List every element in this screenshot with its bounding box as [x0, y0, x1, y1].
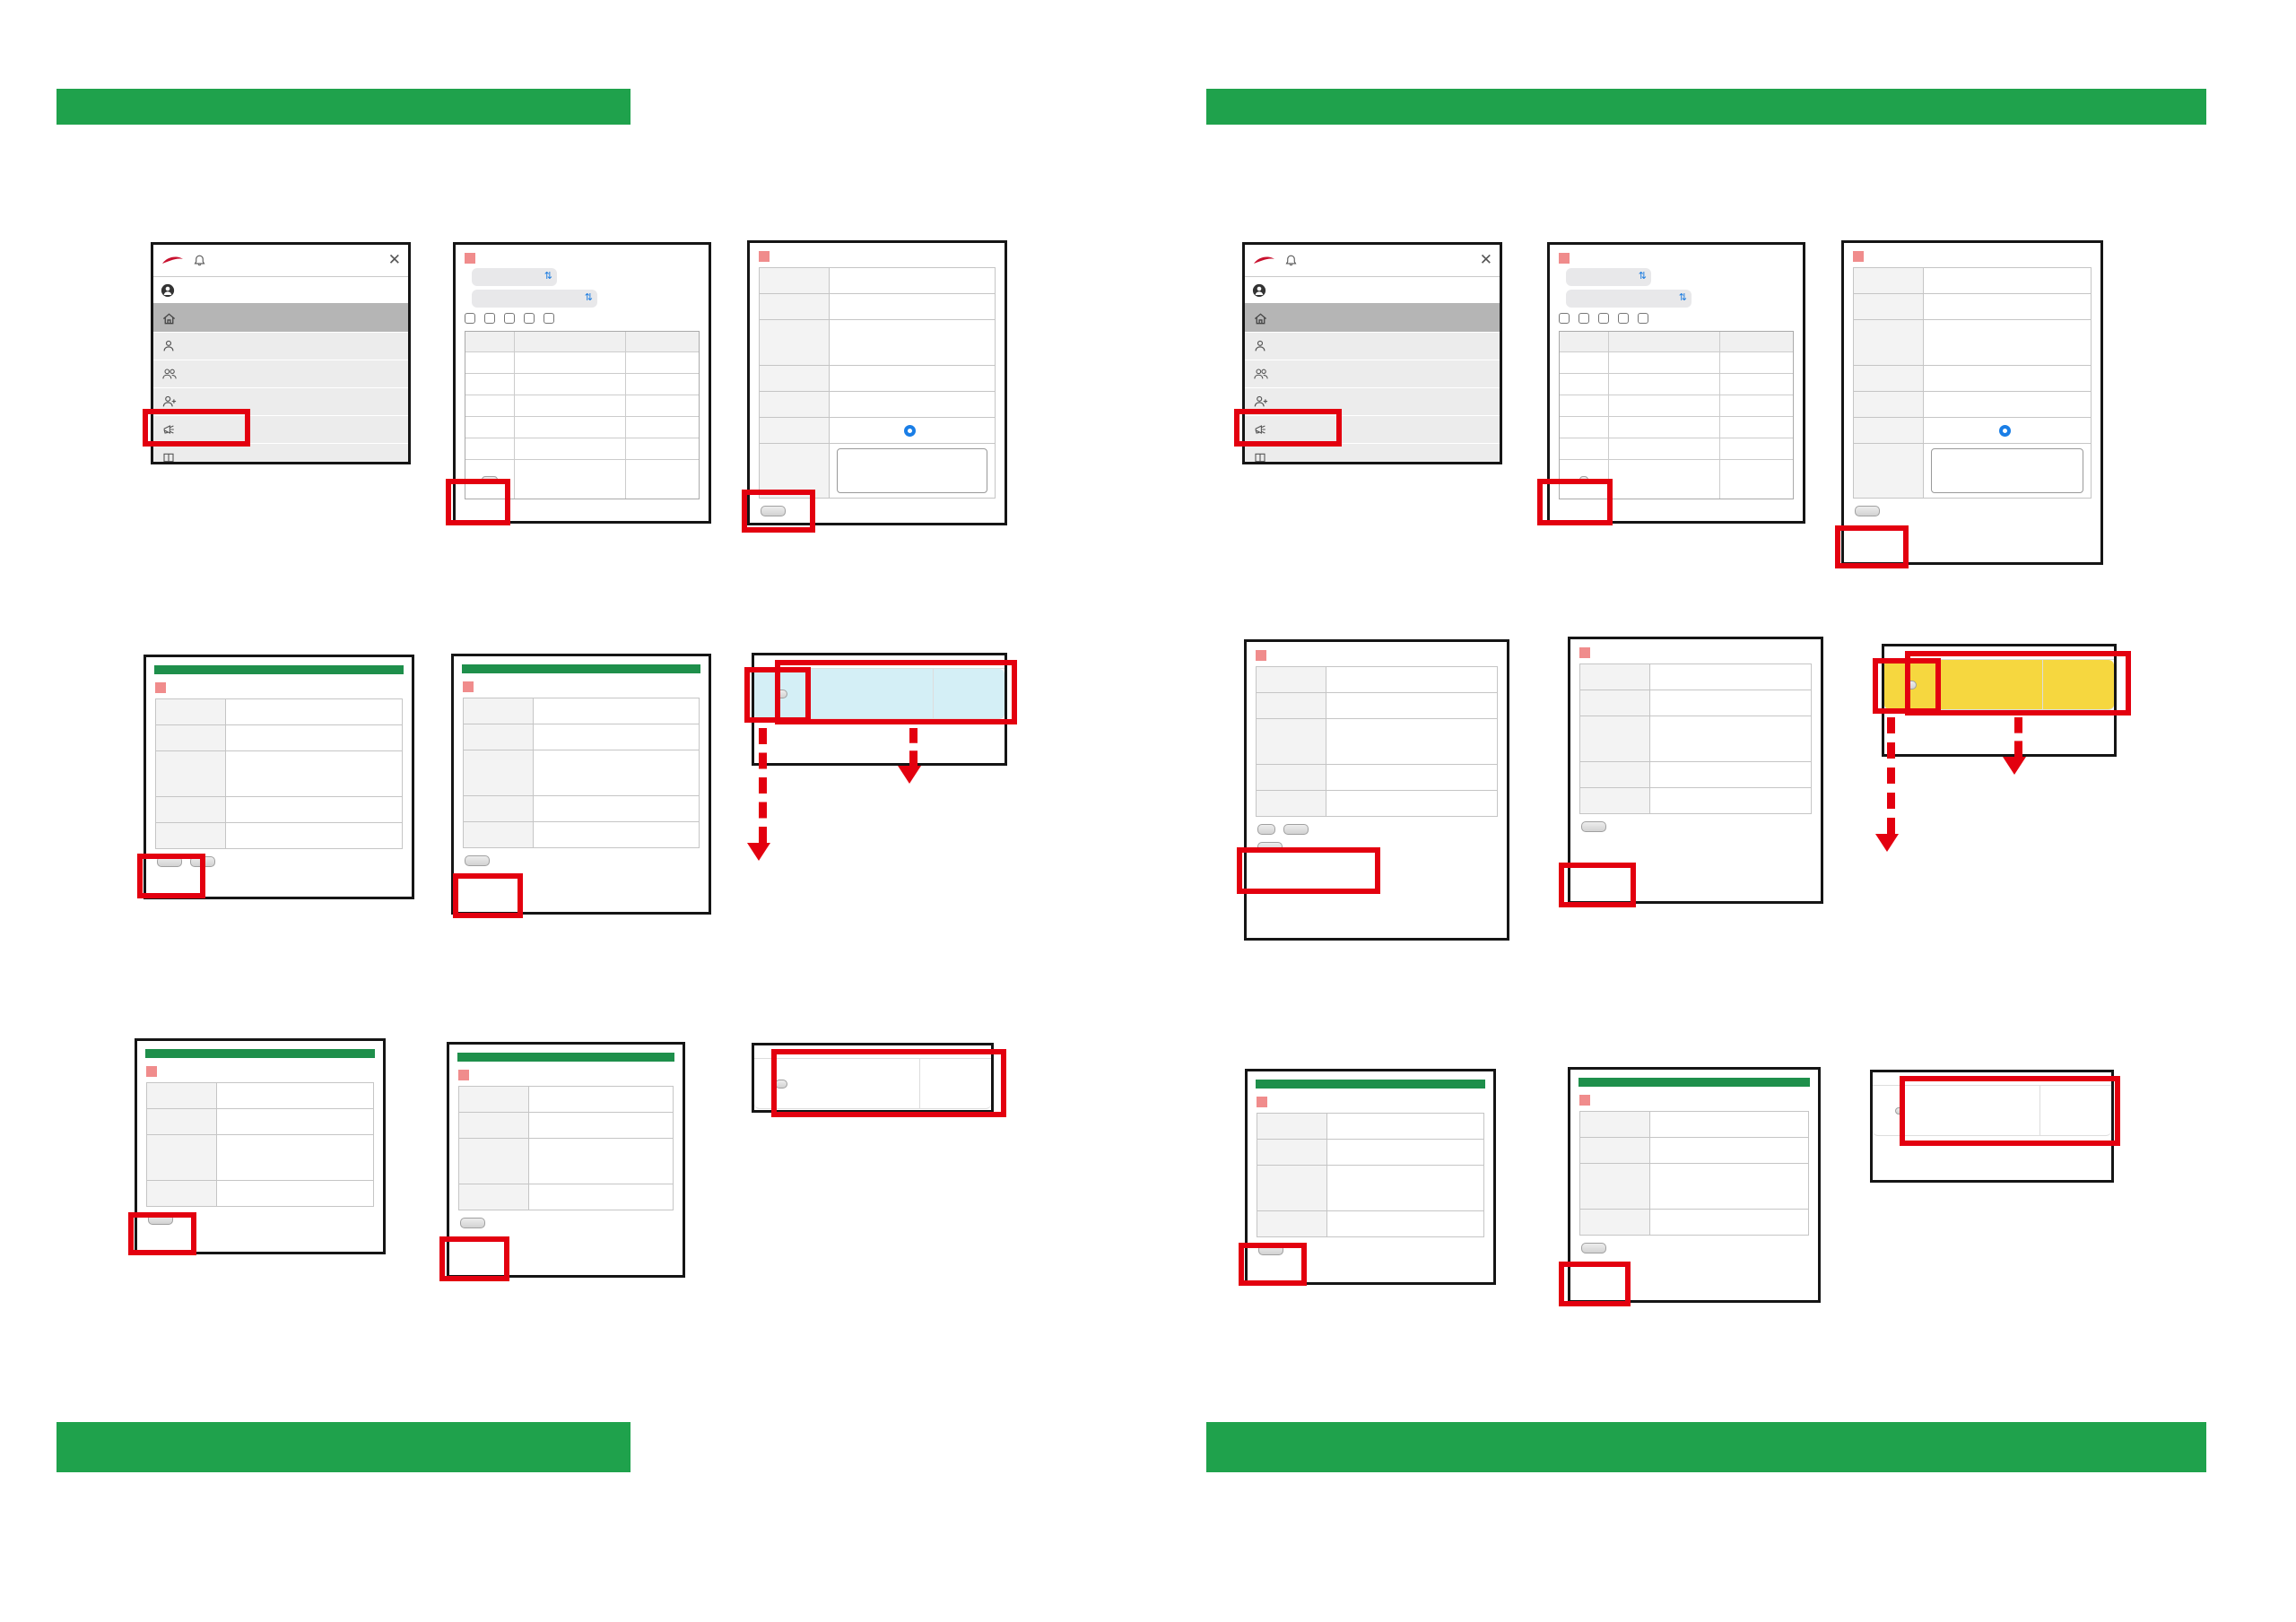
field-value	[1326, 765, 1497, 790]
highlight-ok-button	[1239, 1243, 1307, 1286]
user-avatar-icon	[161, 283, 175, 298]
category1-select[interactable]	[472, 268, 557, 286]
field-label	[156, 699, 226, 724]
comment-textarea[interactable]	[837, 448, 987, 493]
screenshot-apply-form-full	[1841, 240, 2103, 565]
field-label	[760, 392, 830, 417]
close-icon: ✕	[387, 251, 401, 269]
field-label	[156, 725, 226, 750]
right-title-bar	[1206, 89, 2206, 125]
user-avatar-icon	[1252, 283, 1266, 298]
highlight-ok-button	[137, 854, 205, 898]
field-value	[534, 796, 699, 821]
field-label	[1257, 1114, 1327, 1139]
section-label	[1256, 650, 1498, 661]
field-value	[1650, 716, 1811, 761]
court-icon	[161, 451, 176, 464]
menu-item-home[interactable]	[1245, 305, 1500, 333]
arrow-head-icon	[747, 843, 770, 861]
field-label	[459, 1113, 529, 1138]
field-value	[830, 268, 995, 293]
checkbox-icon	[1618, 313, 1629, 324]
field-value	[1326, 667, 1497, 692]
field-label	[464, 822, 534, 847]
checkbox-icon	[1598, 313, 1609, 324]
filter-checkbox[interactable]	[524, 313, 537, 324]
brand-bar-left	[57, 1422, 631, 1472]
section-square-icon	[1853, 251, 1864, 262]
section-square-icon	[1257, 1097, 1267, 1107]
field-value	[1326, 791, 1497, 816]
field-value	[1924, 392, 2091, 417]
highlight-back-button	[439, 1236, 509, 1281]
section-square-icon	[146, 1066, 157, 1077]
filter-checkbox[interactable]	[504, 313, 517, 324]
field-value	[1650, 1210, 1808, 1235]
event-page-header	[145, 1049, 375, 1058]
person-plus-icon	[161, 395, 178, 409]
select-caret-icon: ⇅	[544, 270, 552, 282]
event-row	[465, 416, 699, 438]
highlight-waitlist-button	[1537, 479, 1613, 525]
field-label	[464, 750, 534, 795]
filter-checkbox[interactable]	[1598, 313, 1612, 324]
field-value	[830, 392, 995, 417]
field-label	[459, 1184, 529, 1210]
app-header	[153, 245, 408, 277]
highlight-cancel-button	[744, 667, 811, 723]
select-caret-icon: ⇅	[1638, 270, 1647, 282]
field-label	[760, 320, 830, 365]
field-value	[830, 294, 995, 319]
checkbox-icon	[1638, 313, 1648, 324]
event-row	[465, 395, 699, 416]
filter-checkbox[interactable]	[1578, 313, 1592, 324]
checkbox-icon	[524, 313, 535, 324]
event-row	[1560, 438, 1793, 459]
select-caret-icon: ⇅	[584, 291, 593, 303]
field-value	[226, 699, 402, 724]
screenshot-apply-form	[747, 240, 1007, 525]
field-label	[1257, 719, 1326, 764]
highlight-next-button	[1835, 525, 1909, 568]
section-label	[463, 681, 700, 692]
section-label	[1579, 1095, 1809, 1106]
field-label	[147, 1135, 217, 1180]
field-label	[1257, 791, 1326, 816]
field-label	[1580, 690, 1650, 716]
category2-row	[1559, 290, 1794, 308]
field-value	[534, 822, 699, 847]
field-value	[217, 1135, 373, 1180]
field-value	[1650, 1112, 1808, 1137]
field-label	[760, 418, 830, 443]
field-value	[226, 797, 402, 822]
field-value	[217, 1083, 373, 1108]
menu-item-reserve[interactable]	[1245, 333, 1500, 360]
field-value	[1327, 1114, 1483, 1139]
section-label	[155, 682, 403, 693]
user-row	[153, 277, 408, 305]
menu-item-rental-court[interactable]	[153, 444, 408, 464]
highlight-event-menu	[1234, 409, 1342, 447]
people-icon	[1253, 367, 1269, 381]
section-label	[146, 1066, 374, 1077]
field-value	[1650, 664, 1811, 690]
field-label	[1257, 1166, 1327, 1210]
field-label	[1854, 392, 1924, 417]
arrow-head-icon	[1875, 834, 1899, 852]
back-button[interactable]	[1581, 821, 1606, 832]
left-title-bar	[57, 89, 631, 125]
field-label	[760, 366, 830, 391]
filter-checkbox[interactable]	[1559, 313, 1572, 324]
radio-cash-icon[interactable]	[904, 425, 916, 437]
field-label	[1257, 693, 1326, 718]
category1-select[interactable]	[1566, 268, 1651, 286]
field-value	[1650, 1164, 1808, 1209]
event-table-header	[465, 332, 699, 351]
field-label	[464, 724, 534, 750]
field-label	[464, 796, 534, 821]
section-label	[1559, 253, 1794, 264]
app-header	[1245, 245, 1500, 277]
done-detail-table	[1579, 664, 1812, 814]
person-plus-icon	[1253, 395, 1269, 409]
apply-detail-table	[759, 267, 996, 499]
event-row	[1560, 373, 1793, 395]
highlight-back-button	[1559, 1262, 1631, 1306]
checkbox-icon	[1578, 313, 1589, 324]
field-value	[1327, 1211, 1483, 1236]
back-button[interactable]	[1581, 1243, 1606, 1253]
cancel-button[interactable]	[1283, 824, 1309, 835]
close-button[interactable]	[1480, 253, 1492, 268]
event-table	[1559, 331, 1794, 499]
section-square-icon	[1559, 253, 1570, 264]
select-caret-icon: ⇅	[1678, 291, 1687, 303]
cancel-detail-table	[1257, 1113, 1484, 1237]
field-label	[1580, 716, 1650, 761]
highlight-selected-row	[775, 660, 1017, 724]
court-icon	[1253, 451, 1267, 464]
field-label	[156, 823, 226, 848]
event-page-header	[462, 664, 700, 673]
event-row	[1560, 351, 1793, 373]
highlight-ok-button	[128, 1212, 196, 1255]
field-label	[1257, 667, 1326, 692]
bell-icon[interactable]	[1284, 254, 1298, 268]
category1-row	[1559, 268, 1794, 286]
field-value	[1327, 1140, 1483, 1165]
field-value	[1650, 690, 1811, 716]
brand-bar-right	[1206, 1422, 2206, 1472]
person-icon	[161, 339, 176, 353]
confirm-detail-table	[1256, 666, 1498, 817]
field-label	[1257, 765, 1326, 790]
category2-row	[465, 290, 700, 308]
section-label	[759, 251, 996, 262]
field-value	[1924, 320, 2091, 365]
field-label	[147, 1181, 217, 1206]
back-button[interactable]	[460, 1218, 485, 1228]
section-label	[458, 1070, 674, 1080]
field-value	[830, 444, 995, 498]
field-value	[217, 1109, 373, 1134]
section-square-icon	[1579, 647, 1590, 658]
field-value	[529, 1184, 673, 1210]
event-row	[1560, 395, 1793, 416]
event-page-header	[1256, 1080, 1485, 1089]
field-label	[1580, 1210, 1650, 1235]
highlight-cancel-button	[1873, 658, 1941, 714]
section-label	[1579, 647, 1812, 658]
field-value	[529, 1139, 673, 1184]
home-icon	[1253, 311, 1268, 326]
field-label	[1854, 366, 1924, 391]
event-row	[465, 438, 699, 459]
category2-select[interactable]	[1566, 290, 1692, 308]
field-label	[1854, 268, 1924, 293]
checkbox-icon	[484, 313, 495, 324]
field-value	[1650, 788, 1811, 813]
field-value	[529, 1087, 673, 1112]
field-label	[464, 698, 534, 724]
category2-select[interactable]	[472, 290, 597, 308]
comment-textarea[interactable]	[1931, 448, 2083, 493]
close-icon: ✕	[1479, 251, 1492, 269]
close-button[interactable]	[388, 253, 401, 268]
field-value	[534, 750, 699, 795]
event-table	[465, 331, 700, 499]
field-label	[760, 294, 830, 319]
field-value	[1924, 444, 2091, 498]
field-label	[1854, 418, 1924, 443]
confirm-detail-table	[155, 698, 403, 849]
highlight-back-button	[1559, 863, 1636, 907]
section-square-icon	[155, 682, 166, 693]
category1-row	[465, 268, 700, 286]
highlight-waitlist-reserve-button	[1237, 847, 1380, 894]
highlight-white-row	[1900, 1076, 2120, 1146]
filter-checkbox[interactable]	[544, 313, 557, 324]
field-label	[1257, 1211, 1327, 1236]
event-row	[465, 351, 699, 373]
filter-checkbox[interactable]	[484, 313, 498, 324]
people-icon	[161, 367, 178, 381]
field-value	[1924, 418, 2091, 443]
apply-detail-table	[1853, 267, 2092, 499]
section-square-icon	[759, 251, 770, 262]
highlight-event-menu	[143, 409, 250, 447]
filter-checkbox[interactable]	[1618, 313, 1631, 324]
section-square-icon	[1256, 650, 1266, 661]
logo-swoosh-icon	[161, 255, 184, 266]
menu-item-confirm-cancel[interactable]	[153, 360, 408, 388]
logo-swoosh-icon	[1252, 255, 1275, 266]
event-page-header	[1578, 1078, 1810, 1087]
status-filters	[1550, 311, 1803, 324]
user-row	[1245, 277, 1500, 305]
dashed-arrow	[2014, 717, 2022, 757]
radio-cash-icon[interactable]	[1999, 425, 2011, 437]
dashed-arrow	[909, 728, 918, 766]
section-square-icon	[465, 253, 475, 264]
back-button[interactable]	[465, 855, 490, 866]
dashed-arrow	[1887, 717, 1895, 834]
field-label	[760, 268, 830, 293]
home-icon	[161, 311, 177, 326]
cancel-done-detail-table	[1579, 1111, 1809, 1236]
field-label	[459, 1087, 529, 1112]
section-square-icon	[1579, 1095, 1590, 1106]
highlight-back-button	[453, 873, 523, 918]
status-filters	[456, 311, 709, 324]
field-value	[1650, 1138, 1808, 1163]
field-value	[1327, 1166, 1483, 1210]
field-label	[156, 797, 226, 822]
section-square-icon	[458, 1070, 469, 1080]
field-label	[156, 751, 226, 796]
field-value	[226, 725, 402, 750]
next-button[interactable]	[1855, 506, 1880, 516]
menu-item-reserve[interactable]	[153, 333, 408, 360]
field-value	[226, 823, 402, 848]
menu-item-confirm-cancel[interactable]	[1245, 360, 1500, 388]
field-label	[1854, 444, 1924, 498]
field-label	[459, 1139, 529, 1184]
field-label	[1580, 1112, 1650, 1137]
event-row	[465, 373, 699, 395]
bell-icon[interactable]	[193, 254, 206, 268]
menu-item-rental-court[interactable]	[1245, 444, 1500, 464]
field-value	[529, 1113, 673, 1138]
highlight-apply-button	[446, 479, 510, 525]
field-value	[1326, 693, 1497, 718]
event-table-header	[1560, 332, 1793, 351]
field-label	[1854, 320, 1924, 365]
filter-checkbox[interactable]	[1638, 313, 1651, 324]
field-value	[830, 320, 995, 365]
arrow-head-icon	[898, 766, 921, 784]
screenshot-waitlist-confirm	[1244, 639, 1509, 941]
field-value	[534, 724, 699, 750]
field-label	[1580, 762, 1650, 787]
field-value	[830, 366, 995, 391]
field-value	[1924, 268, 2091, 293]
section-label	[465, 253, 700, 264]
highlight-next-button	[742, 490, 815, 533]
filter-checkbox[interactable]	[465, 313, 478, 324]
field-label	[1580, 1164, 1650, 1209]
field-label	[147, 1083, 217, 1108]
section-label	[1257, 1097, 1484, 1107]
field-value	[534, 698, 699, 724]
person-icon	[1253, 339, 1267, 353]
checkbox-icon	[544, 313, 554, 324]
dashed-arrow	[759, 728, 767, 843]
field-label	[1580, 664, 1650, 690]
section-square-icon	[463, 681, 474, 692]
field-label	[1580, 788, 1650, 813]
waitlist-reserve-button[interactable]	[1257, 824, 1275, 835]
field-value	[1650, 762, 1811, 787]
field-value	[1326, 719, 1497, 764]
field-value	[217, 1181, 373, 1206]
field-label	[1257, 1140, 1327, 1165]
menu-item-home[interactable]	[153, 305, 408, 333]
section-label	[1853, 251, 2092, 262]
event-page-header	[457, 1053, 674, 1062]
field-value	[830, 418, 995, 443]
event-row	[1560, 416, 1793, 438]
field-label	[1854, 294, 1924, 319]
done-detail-table	[463, 698, 700, 848]
field-label	[147, 1109, 217, 1134]
checkbox-icon	[504, 313, 515, 324]
arrow-head-icon	[2003, 757, 2026, 775]
field-value	[1924, 294, 2091, 319]
checkbox-icon	[465, 313, 475, 324]
event-page-header	[154, 665, 404, 674]
checkbox-icon	[1559, 313, 1570, 324]
highlight-white-row	[771, 1049, 1006, 1117]
field-value	[226, 751, 402, 796]
field-value	[1924, 366, 2091, 391]
cancel-done-detail-table	[458, 1086, 674, 1210]
cancel-detail-table	[146, 1082, 374, 1207]
field-label	[1580, 1138, 1650, 1163]
